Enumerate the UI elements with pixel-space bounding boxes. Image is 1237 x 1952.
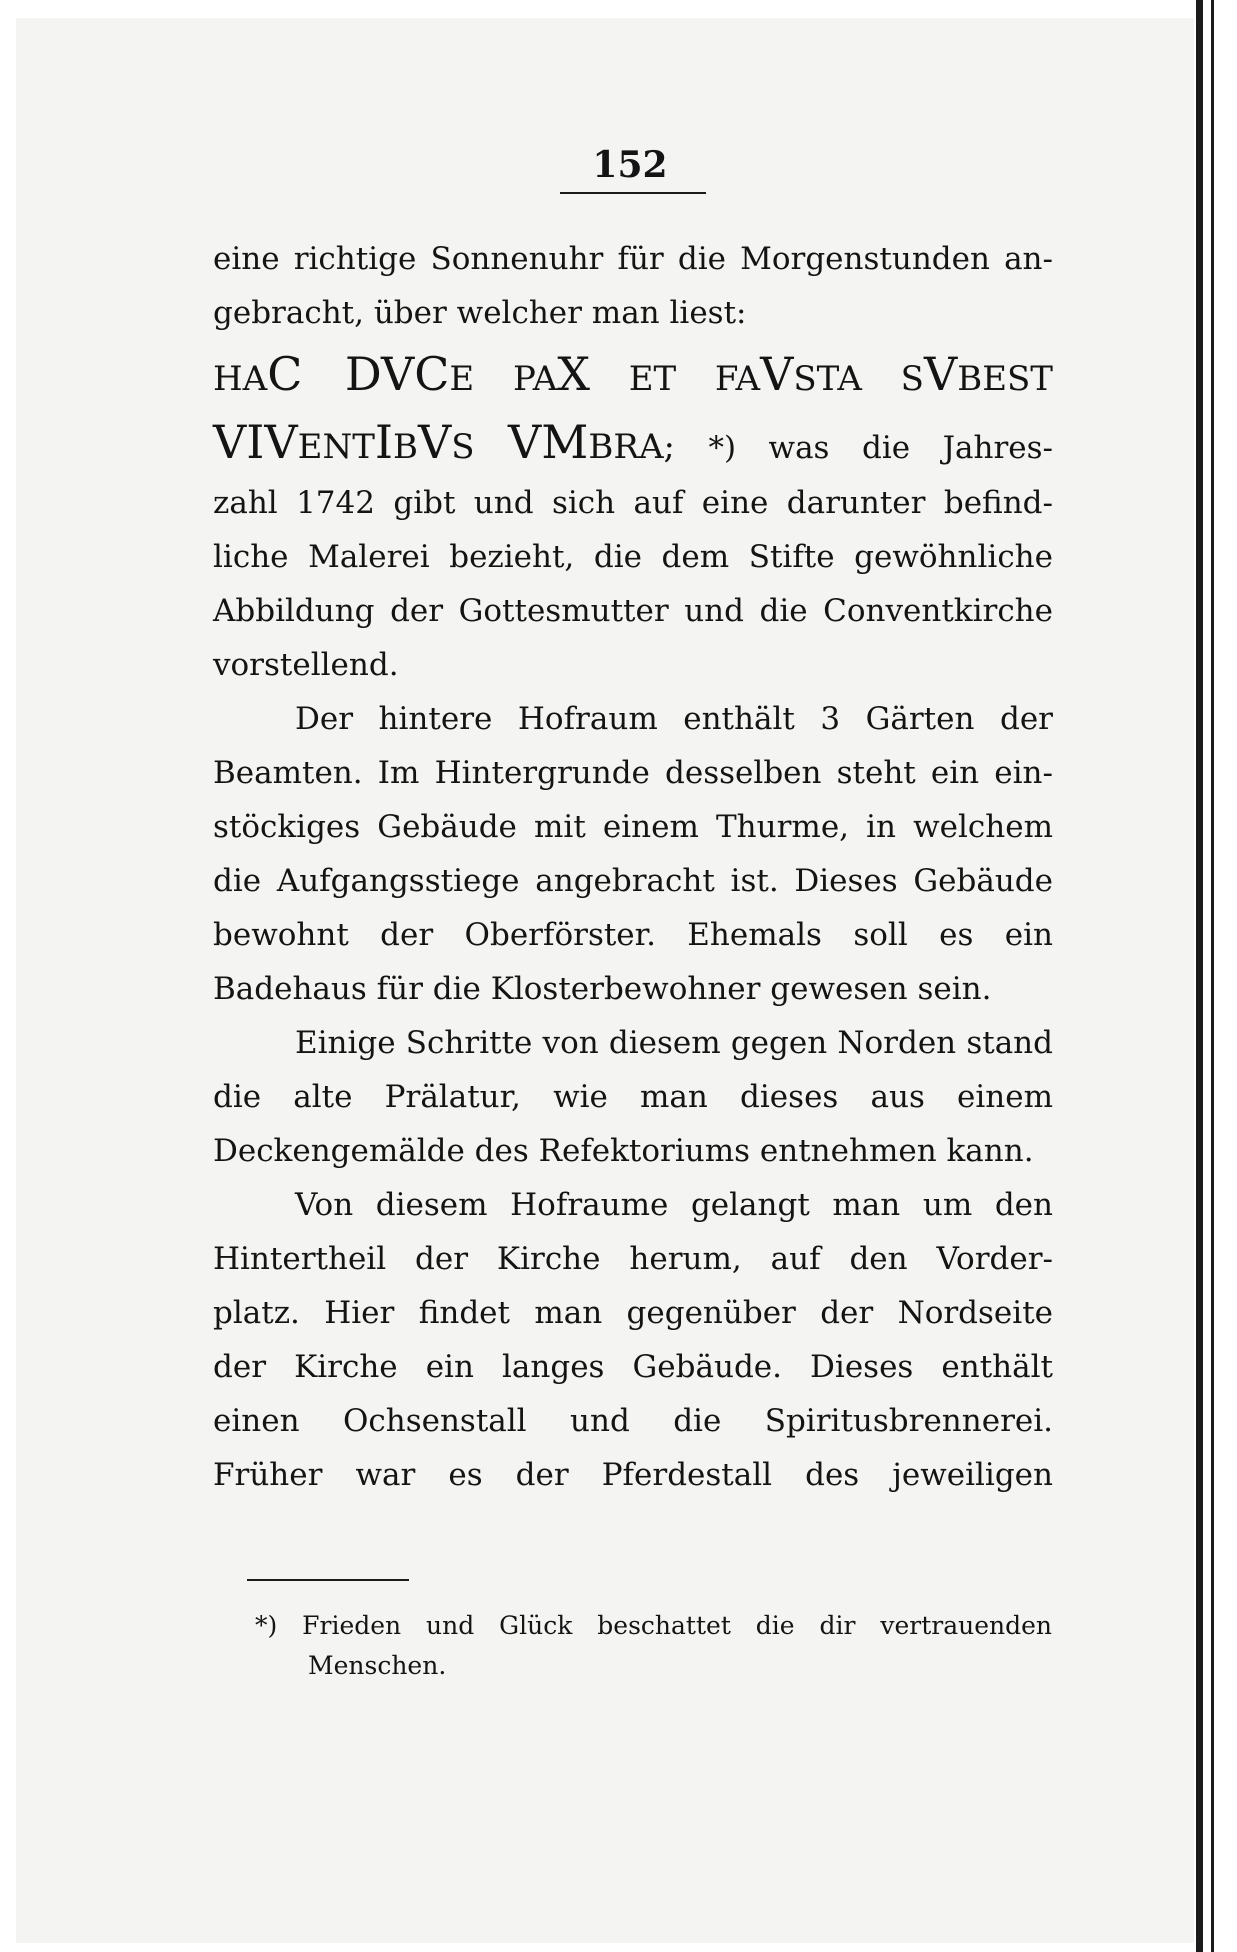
text-line: Der hintere Hofraum enthält 3 Gärten der — [295, 701, 1053, 737]
text-line: Früher war es der Pferdestall des jeweiligen — [213, 1457, 1053, 1493]
text-line: Deckengemälde des Refektoriums entnehmen kann. — [213, 1133, 1034, 1169]
text-line: eine richtige Sonnenuhr für die Morgenstunden an- — [213, 241, 1053, 277]
footnote-rule — [247, 1579, 409, 1581]
text-line: Beamten. Im Hintergrunde desselben steht ein ein- — [213, 755, 1053, 791]
text-line: vorstellend. — [213, 647, 399, 683]
page-number: 152 — [592, 144, 668, 186]
page-number-rule — [560, 192, 706, 194]
text-line: stöckiges Gebäude mit einem Thurme, in welchem — [213, 809, 1053, 845]
text-line: Einige Schritte von diesem gegen Norden stand — [295, 1025, 1053, 1061]
text-line: Hintertheil der Kirche herum, auf den Vorder- — [213, 1241, 1053, 1277]
body-text — [213, 232, 1053, 1502]
chronogram-line: VIVENTIBVS VMBRA; *) was die Jahres- — [213, 415, 1054, 469]
text-line: einen Ochsenstall und die Spiritusbrennerei. — [213, 1403, 1053, 1439]
page-edge-line — [1196, 0, 1203, 1952]
page-edge-line-thin — [1211, 0, 1214, 1952]
footnote-line: *) Frieden und Glück beschattet die dir vertrauenden — [255, 1611, 1052, 1640]
footnote-reference: *) was die Jahres- — [708, 430, 1054, 466]
text-line: Badehaus für die Klosterbewohner gewesen sein. — [213, 971, 992, 1007]
text-line: liche Malerei bezieht, die dem Stifte gewöhnliche — [213, 539, 1053, 575]
footnote-line: Menschen. — [308, 1651, 447, 1680]
text-line: zahl 1742 gibt und sich auf eine darunter befind- — [213, 485, 1053, 521]
chronogram-line: HAC DVCE PAX ET FAVSTA SVBEST — [213, 347, 1053, 401]
text-line: Abbildung der Gottesmutter und die Conventkirche — [213, 593, 1053, 629]
text-line: Von diesem Hofraume gelangt man um den — [295, 1187, 1053, 1223]
text-line: bewohnt der Oberförster. Ehemals soll es ein — [213, 917, 1053, 953]
text-line: der Kirche ein langes Gebäude. Dieses enthält — [213, 1349, 1053, 1385]
text-line: platz. Hier findet man gegenüber der Nordseite — [213, 1295, 1053, 1331]
text-line: gebracht, über welcher man liest: — [213, 295, 747, 331]
text-line: die alte Prälatur, wie man dieses aus einem — [213, 1079, 1053, 1115]
footnote — [255, 1606, 1052, 1686]
text-line: die Aufgangsstiege angebracht ist. Dieses Gebäude — [213, 863, 1053, 899]
